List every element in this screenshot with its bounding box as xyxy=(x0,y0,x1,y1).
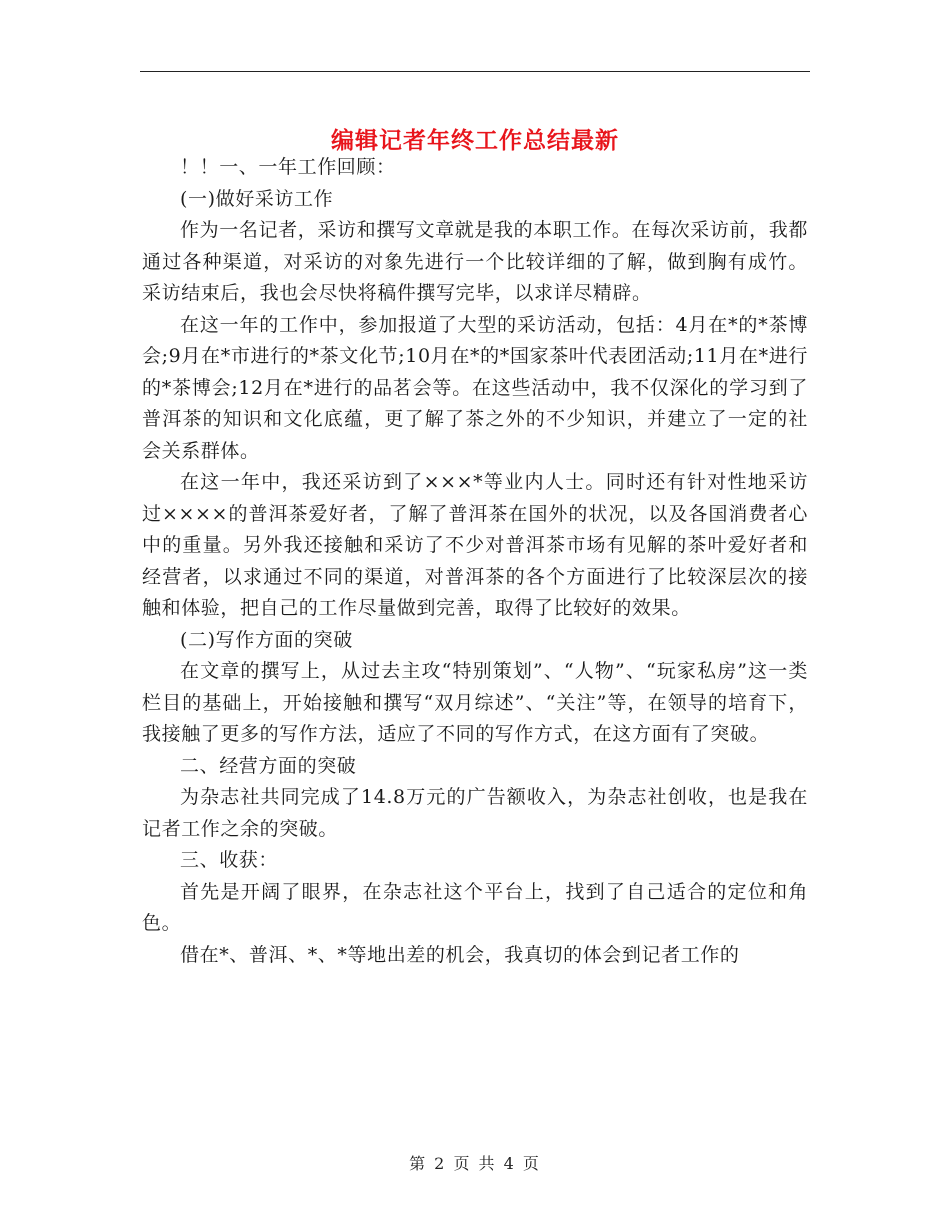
section-heading: 二、经营方面的突破 xyxy=(180,754,357,777)
paragraph: 为杂志社共同完成了14.8万元的广告额收入，为杂志社创收，也是我在记者工作之余的突破。 xyxy=(142,786,808,840)
document-body xyxy=(142,152,808,971)
header-rule xyxy=(140,71,810,72)
paragraph: 在这一年中，我还采访到了×××*等业内人士。同时还有针对性地采访过××××的普洱茶爱好者，了解了普洱茶在国外的状况，以及各国消费者心中的重量。另外我还接触和采访了不少对普洱茶市场有见解的茶叶爱好者和经营者，以求通过不同的渠道，对普洱茶的各个方面进行了比较深层次的接触和体验，把自己的工作尽量做到完善，取得了比较好的效果。 xyxy=(142,471,808,619)
section-heading: 三、收获： xyxy=(180,849,279,871)
paragraph: 在文章的撰写上，从过去主攻“特别策划”、“人物”、“玩家私房”这一类栏目的基础上，开始接触和撰写“双月综述”、“关注”等，在领导的培育下，我接触了更多的写作方法，适应了不同的写作方式，在这方面有了突破。 xyxy=(142,660,808,745)
paragraph: 在这一年的工作中，参加报道了大型的采访活动，包括：4月在*的*茶博会;9月在*市进行的*茶文化节;10月在*的*国家茶叶代表团活动;11月在*进行的*茶博会;12月在*进行的品茗会等。在这些活动中，我不仅深化的学习到了普洱茶的知识和文化底蕴，更了解了茶之外的不少知识，并建立了一定的社会关系群体。 xyxy=(142,313,808,462)
paragraph: 首先是开阔了眼界，在杂志社这个平台上，找到了自己适合的定位和角色。 xyxy=(142,880,808,934)
section-heading: (一)做好采访工作 xyxy=(180,187,334,210)
paragraph: 借在*、普洱、*、*等地出差的机会，我真切的体会到记者工作的 xyxy=(180,943,740,966)
section-heading: (二)写作方面的突破 xyxy=(180,628,353,651)
paragraph: ！！一、一年工作回顾： xyxy=(180,156,396,178)
document-title: 编辑记者年终工作总结最新 xyxy=(331,128,619,155)
page-number: 第 2 页 共 4 页 xyxy=(409,1154,541,1173)
paragraph: 作为一名记者，采访和撰写文章就是我的本职工作。在每次采访前，我都通过各种渠道，对采访的对象先进行一个比较详细的了解，做到胸有成竹。采访结束后，我也会尽快将稿件撰写完毕，以求详尽精辟。 xyxy=(142,219,808,304)
